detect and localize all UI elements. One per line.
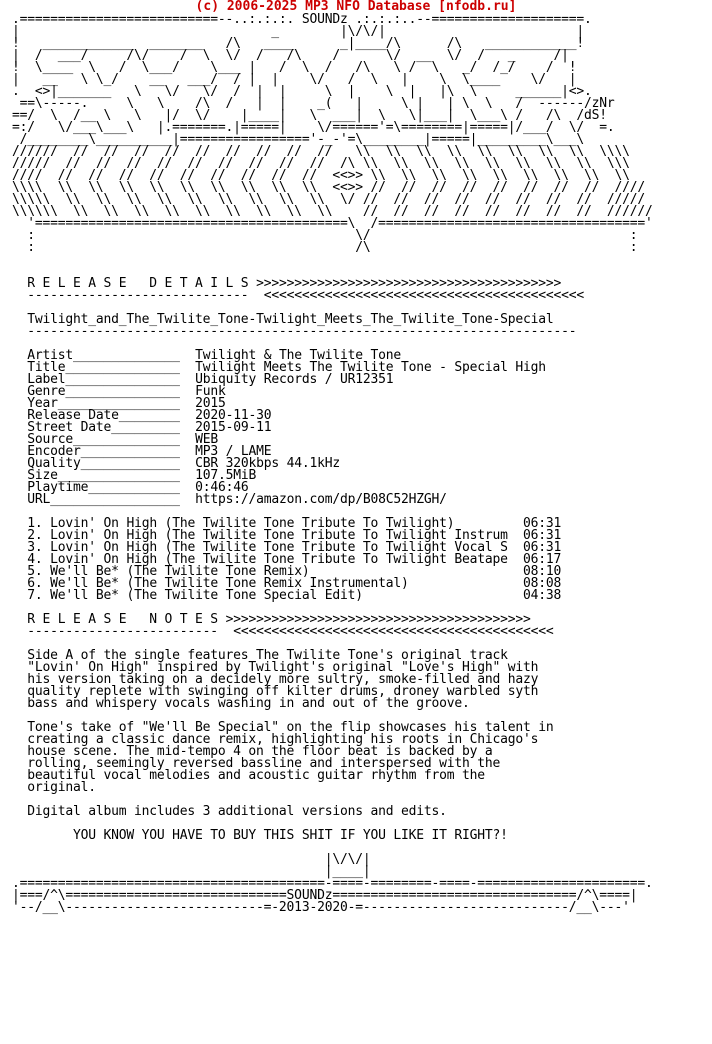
track-number: 4. [27, 552, 43, 567]
track-number: 1. [27, 516, 43, 531]
detail-key: Release Date________ [27, 408, 180, 423]
track-time: 06:31 [523, 516, 562, 531]
track-number: 3. [27, 540, 43, 555]
detail-value: Ubiquity Records / UR12351 [195, 372, 394, 387]
track-time: 06:31 [523, 540, 562, 555]
nfo-document: .==========================--..:.:.:. SOUNDz .:.:.:..--====================. | _ |\/\/| | ! ____________ _______ /\ ____ _|____/\ /\ ____________! | / ___/ /\/ / \ \/ / /\ / \/ __ \/ / _ /| ! \____ \ / \___/ \___ | / \ / /\ \ / \ _/ /_/ / ! | __ \ \_/ __ ___/ / | | \/ / \ | \ \____ \/ | . <>|_______ \ \/ \/ / | | \ | \ | |\ \ ______|<>. ==\-----. \ \ /\ / | | _( | \ | | \ \ / ------/zNr ==/ \ /__ \ \ |/ \/ |____| \ ___| \ \|___| \___\ / /\ /dS! =:/ \/___\___\ |.=======.|=====| \/======'=\========|=====|/___/ \/ =. /________\__________|================='-_-'=\________|=====|_________\___\ ////// // // // // // // // // // \\ \\ \\ \\ \\ \\ \\ \\ \\\\ ///// // // // // // // // // // /\ \\ \\ \\ \\ \\ \\ \\ \\ \\\ //// // // // // // // // // // <<>> \\ \\ \\ \\ \\ \\ \\ \\ \\ \\\\ \\ \\ \\ \\ \\ \\ \\ \\ \\ <<>> // // // // // // // // //// \\\\\ \\ \\ \\ \\ \\ \\ \\ \\ \\ \/ // // // // // // // // ///// \\\\\\ \\ \\ \\ \\ \\ \\ \\ \\ \\ // // // // // // // // ////// '=========================================\ /===================================' : \/ : : /\ : R E L E A S E D E T A I L S >>>>>>>>>>>>>>>>>>>>>>>>>>>>>>>>>>>>>>>> ----------------------------- <<<<<<<<<<<<<<<<<<<<<<<<<<<<<<<<<<<<<<<<<< Twilight_and_The_Twilite_Tone-Twilight_Meets_The_Twilite_Tone-Special ------------------------------------------------------------------------ Artist______________ Twilight & The Twilite Tone Title_______________ Twilight Meets The Twilite Tone - Special High Label_______________ Ubiquity Records / UR12351 Genre_______________ Funk Year________________ 2015 Release Date________ 2020-11-30 Street Date_________ 2015-09-11 Source______________ WEB Encoder_____________ MP3 / LAME Quality_____________ CBR 320kbps 44.1kHz Size________________ 107.5MiB Playtime____________ 0:46:46 URL_________________ https://amazon.com/dp/B08C52HZGH/ 1. Lovin' On High (The Twilite Tone Tribute To Twilight) 06:31 2. Lovin' On High (The Twilite Tone Tribute To Twilight Instrum 06:31 3. Lovin' On High (The Twilite Tone Tribute To Twilight Vocal S 06:31 4. Lovin' On High (The Twilite Tone Tribute To Twilight Beatape 06:17 5. We'll Be* (The Twilite Tone Remix) 08:10 6. We'll Be* (The Twilite Tone Remix Instrumental) 08:08 7. We'll Be* (The Twilite Tone Special Edit) 04:38 R E L E A S E N O T E S >>>>>>>>>>>>>>>>>>>>>>>>>>>>>>>>>>>>>>>> ------------------------- <<<<<<<<<<<<<<<<<<<<<<<<<<<<<<<<<<<<<<<<<< Side A of the single features The Twilite Tone's original track "Lovin' On High" inspired by Twilight's original "Love's High" with his version taking on a decidely more sultry, smoke-filled and hazy quality replete with swinging off kilter drums, droney warbled syth bass and whispery vocals washing in and out of the groove. Tone's take of "We'll Be Special" on the flip showcases his talent in creating a classic dance remix, highlighting his roots in Chicago's house scene. The mid-tempo 4 on the floor beat is backed by a rolling, seemingly reversed bassline and interspersed with the beautiful vocal melodies and acoustic guitar rhythm from the original. Digital album includes 3 additional versions and edits. YOU KNOW YOU HAVE TO BUY THIS SHIT IF YOU LIKE IT RIGHT?! |\/\/| |____| .========================================-====-========-====-======================. |===/^\=============================SOUNDz================================/^\====| '--/__\--------------------------=-2013-2020-=---------------------------/__\---' [12, 12, 653, 915]
detail-key: Size________________ [27, 468, 180, 483]
detail-value: https://amazon.com/dp/B08C52HZGH/ [195, 492, 447, 507]
track-number: 7. [27, 588, 43, 603]
release-name: Twilight_and_The_Twilite_Tone-Twilight_Meets_The_Twilite_Tone-Special [27, 312, 554, 327]
detail-key: Genre_______________ [27, 384, 180, 399]
detail-key: URL_________________ [27, 492, 180, 507]
detail-key: Quality_____________ [27, 456, 180, 471]
detail-value: Twilight Meets The Twilite Tone - Special High [195, 360, 546, 375]
track-number: 2. [27, 528, 43, 543]
soundz-footer-art: |\/\/| |____| .========================================-====-========-====-======================. |===/^\=============================SOUNDz================================/^\====| '--/__\--------------------------=-2013-2020-=---------------------------/__\---' [12, 852, 653, 915]
ascii-band-divider: ////// // // // // // // // // // \\ \\ \\ \\ \\ \\ \\ \\ \\\\ ///// // // // // // // // // // /\ \\ \\ \\ \\ \\ \\ \\ \\ \\\ //// // // // // // // // // // <<>> \\ \\ \\ \\ \\ \\ \\ \\ \\ \\\\ \\ \\ \\ \\ \\ \\ \\ \\ \\ <<>> // // // // // // // // //// \\\\\ \\ \\ \\ \\ \\ \\ \\ \\ \\ \/ // // // // // // // // ///// \\\\\\ \\ \\ \\ \\ \\ \\ \\ \\ \\ // // // // // // // // ////// '=========================================\ /===================================' : \/ : : /\ : [12, 144, 653, 255]
release-notes-heading: R E L E A S E N O T E S [27, 612, 218, 627]
buy-slogan: YOU KNOW YOU HAVE TO BUY THIS SHIT IF YOU LIKE IT RIGHT?! [73, 828, 508, 843]
tracklist [12, 516, 561, 603]
detail-row [12, 492, 447, 507]
track-time: 06:31 [523, 528, 562, 543]
notes-paragraph: Digital album includes 3 additional versions and edits. [12, 804, 447, 819]
detail-value: Funk [195, 384, 226, 399]
detail-value: Twilight & The Twilite Tone [195, 348, 401, 363]
release-notes-text [12, 648, 554, 819]
detail-value: WEB [195, 432, 218, 447]
detail-value: MP3 / LAME [195, 444, 272, 459]
track-time: 08:10 [523, 564, 562, 579]
track-title: Lovin' On High (The Twilite Tone Tribute To Twilight Instrum [50, 528, 516, 543]
detail-key: Year________________ [27, 396, 180, 411]
detail-key: Title_______________ [27, 360, 180, 375]
notes-paragraph: Side A of the single features The Twilite Tone's original track "Lovin' On High" inspired by Twilight's original "Love's High" with his version taking on a decidely more sultry, smoke-filled and hazy quality replete with swinging off kilter drums, droney warbled syth bass and whispery vocals washing in and out of the groove. [27, 648, 539, 711]
track-title: Lovin' On High (The Twilite Tone Tribute To Twilight) [50, 516, 516, 531]
track-row [12, 588, 561, 603]
detail-key: Source______________ [27, 432, 180, 447]
detail-key: Label_______________ [27, 372, 180, 387]
nfodb-copyright-header: (c) 2006-2025 MP3 NFO Database [nfodb.ru] [195, 0, 517, 14]
track-number: 5. [27, 564, 43, 579]
track-time: 04:38 [523, 588, 562, 603]
detail-key: Playtime____________ [27, 480, 180, 495]
arrows-right-decoration: >>>>>>>>>>>>>>>>>>>>>>>>>>>>>>>>>>>>>>>> [256, 276, 562, 291]
track-title: Lovin' On High (The Twilite Tone Tribute To Twilight Beatape [50, 552, 516, 567]
release-details-heading: R E L E A S E D E T A I L S [27, 276, 249, 291]
track-number: 6. [27, 576, 43, 591]
track-time: 08:08 [523, 576, 562, 591]
detail-value: 0:46:46 [195, 480, 249, 495]
notes-paragraph: Tone's take of "We'll Be Special" on the flip showcases his talent in creating a classic dance remix, highlighting his roots in Chicago's house scene. The mid-tempo 4 on the floor beat is backed by a rolling, seemingly reversed bassline and interspersed with the beautiful vocal melodies and acoustic guitar rhythm from the original. [27, 720, 554, 795]
track-title: We'll Be* (The Twilite Tone Special Edit) [50, 588, 516, 603]
release-details-list [12, 348, 546, 507]
detail-value: 2015 [195, 396, 226, 411]
soundz-ascii-logo: .==========================--..:.:.:. SOUNDz .:.:.:..--====================. | _ |\/\/| | ! ____________ _______ /\ ____ _|____/\ /\ ____________! | / ___/ /\/ / \ \/ / /\ / \/ __ \/ / _ /| ! \____ \ / \___/ \___ | / \ / /\ \ / \ _/ /_/ / ! | __ \ \_/ __ ___/ / | | \/ / \ | \ \____ \/ | . <>|_______ \ \/ \/ / | | \ | \ | |\ \ ______|<>. ==\-----. \ \ /\ / | | _( | \ | | \ \ / ------/zNr ==/ \ /__ \ \ |/ \/ |____| \ ___| \ \|___| \___\ / /\ /dS! =:/ \/___\___\ |.=======.|=====| \/======'=\========|=====|/___/ \/ =. /________\__________|================='-_-'=\________|=====|_________\___\ [12, 12, 615, 147]
detail-value: 2020-11-30 [195, 408, 272, 423]
detail-value: 107.5MiB [195, 468, 257, 483]
detail-key: Street Date_________ [27, 420, 180, 435]
detail-value: CBR 320kbps 44.1kHz [195, 456, 340, 471]
track-title: We'll Be* (The Twilite Tone Remix) [50, 564, 516, 579]
arrows-left-decoration: <<<<<<<<<<<<<<<<<<<<<<<<<<<<<<<<<<<<<<<<<< [263, 288, 585, 303]
track-title: We'll Be* (The Twilite Tone Remix Instrumental) [50, 576, 516, 591]
track-title: Lovin' On High (The Twilite Tone Tribute To Twilight Vocal S [50, 540, 516, 555]
track-time: 06:17 [523, 552, 562, 567]
detail-value: 2015-09-11 [195, 420, 272, 435]
arrows-right-decoration: >>>>>>>>>>>>>>>>>>>>>>>>>>>>>>>>>>>>>>>> [225, 612, 531, 627]
detail-key: Artist______________ [27, 348, 180, 363]
arrows-left-decoration: <<<<<<<<<<<<<<<<<<<<<<<<<<<<<<<<<<<<<<<<<< [233, 624, 554, 639]
detail-key: Encoder_____________ [27, 444, 180, 459]
